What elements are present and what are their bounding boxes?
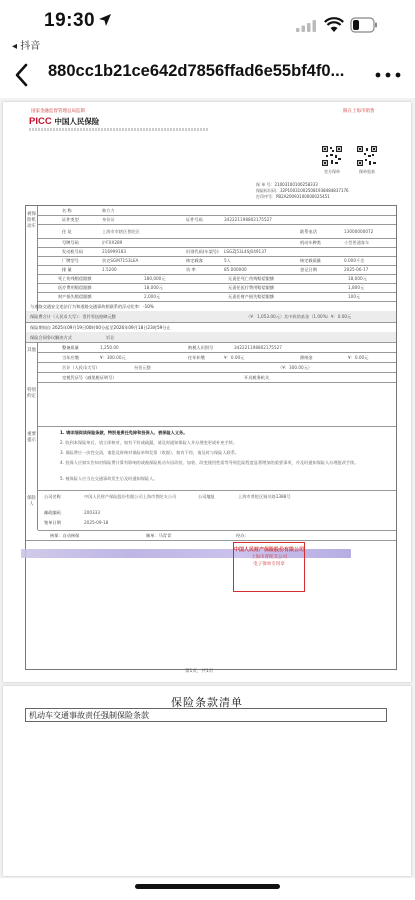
wifi-icon (324, 17, 344, 33)
clause-item[interactable]: 机动车交通事故责任强制保险条款 (29, 711, 149, 720)
home-indicator[interactable] (135, 884, 280, 889)
more-options-icon[interactable] (368, 55, 408, 95)
qr-code-official[interactable] (322, 146, 342, 168)
back-chevron-icon[interactable] (8, 55, 38, 95)
limit-row: 财产损失赔偿限额 2,000元 无责任财产损失赔偿限额 100元 (38, 292, 396, 302)
nav-bar (0, 55, 415, 95)
insurer-area: 公司名称 中国人民财产保险股份有限公司上海市普陀支公司 公司地址 上海市普陀区铜川路1388号 邮政编码 200333 签单日期 2025-09-18 (38, 490, 396, 531)
tax-row: 合计（人民币大写） 叁佰元整 （¥：300.00元） (38, 362, 396, 373)
notices-area (38, 426, 396, 491)
file-title: 880cc1b21ce642d7856ffad6e55bf4f0... (48, 62, 345, 80)
form-row: 住 址 上海市市辖区普陀区 联系电话 13000000072 (38, 224, 396, 239)
back-to-app-link[interactable]: ◂ 抖音 (12, 41, 41, 52)
form-row: 号牌号码 沪FXX289 机动车种类 小型普通客车 (38, 238, 396, 248)
qr-label-verify: 保单验真 (359, 169, 375, 174)
notice-line: 2. 收到本保险单后，请立即核对，如有不符或疏漏，请及时通知保险人并办理变更或补充手续。 (60, 440, 238, 445)
picc-logo (29, 116, 99, 127)
tax-row: 完税凭证号（减免税证明号） 开具税务机关 (38, 372, 396, 383)
premium-row: 保险费合计（人民币大写）：壹仟零伍拾肆元整 （¥：1,053.00元）其中救助基金（1.00%）¥：0.00元 (26, 311, 396, 323)
form-row: 发动机号码 216999183 识别代码(车架号) LSGZJ53L4SJ049137 (38, 247, 396, 257)
limit-row: 死亡伤残赔偿限额 180,000元 无责任死亡伤残赔偿限额 18,000元 (38, 274, 396, 284)
handlers-row: 核保：自动核保 制单：马青青 经办： (26, 530, 396, 541)
notice-line: 4. 投保人应如实告知对保险费计算有影响的或被保险机动车因改装、加装、改变使用性质等导致危险程度显著增加的重要事项，并及时通知保险人办理批改手续。 (60, 460, 359, 465)
policy-form-table (25, 205, 397, 670)
notice-line: 5. 被保险人应当在交通事故发生后及时通知保险人。 (60, 476, 158, 481)
cellular-signal-icon (296, 20, 316, 32)
policy-number: 保 单 号：21003100100258333 (256, 182, 318, 187)
document-viewer[interactable] (0, 98, 415, 878)
clause-list-box (25, 708, 387, 722)
form-row: 证件类型 身份证 证件号码 342221198802175527 (38, 215, 396, 225)
logo-cn: 中国人民保险 (54, 117, 100, 126)
page-number: 第1页，共1页 (185, 669, 214, 674)
qr-code-verify[interactable] (357, 146, 377, 168)
period-row: 保险期间自 2025年09月19日00时00分起至2026年09月18日23时59分止 (26, 322, 396, 333)
section-label-insurer: 保险人 (26, 490, 38, 530)
print-serial: 打印序号：PB2A20093100000025451 (256, 194, 330, 199)
tax-row: 当年应缴 ¥：300.00元 往年补缴 ¥：0.00元 滞纳金 ¥：0.00元 (38, 352, 396, 363)
header-left-text: 国家金融监督管理总局监制 (31, 109, 85, 114)
status-bar (0, 0, 415, 52)
status-time: 19:30 (44, 10, 96, 31)
clause-list-page (3, 686, 411, 876)
policy-page (3, 102, 411, 682)
insurance-id-code: 保险标识码：32P100310025081938484837176 (256, 188, 349, 193)
logo-brand: PICC (29, 116, 52, 127)
header-right-text: 限在上海市销售 (343, 109, 375, 114)
section-label-notices: 重要提示 (26, 426, 38, 490)
limit-row: 医疗费用赔偿限额 18,000元 无责任医疗费用赔偿限额 1,800元 (38, 283, 396, 293)
special-terms-area (38, 382, 396, 427)
form-row: 厂牌型号 别克SGM7153LEA 核定载客 5人 核定载质量 0.000千克 (38, 256, 396, 266)
road-liability-row: 与道路交通安全违法行为和道路交通事故相联系的浮动比率：-10% (26, 301, 396, 312)
notice-line: 1. 请详细阅读保险条款，特别是责任免除和投保人、被保险人义务。 (60, 430, 188, 435)
form-row: 名 称 韩方力 (38, 206, 396, 216)
clause-list-title: 保险条款清单 (171, 696, 243, 709)
location-arrow-icon (98, 13, 112, 27)
section-label-insured-vehicle: 被保险机动车 (26, 206, 38, 311)
company-seal-stamp: 中国人民财产保险股份有限公司 上海市普陀支公司 电子保单专用章 (233, 542, 305, 592)
tax-row: 整备质量 1,250.00 纳税人识别号 342221198802175527 (38, 342, 396, 353)
notice-line: 3. 保险费应一次性交清，请您及时核对保险单和发票（收据），如有不符，请及时与保险人联系。 (60, 450, 240, 455)
battery-icon (350, 17, 378, 33)
bottom-bar (0, 878, 415, 900)
qr-label-official: 官方保单 (324, 169, 340, 174)
form-row: 排 量 1.5200 功 率 85.000000 登记日期 2025-06-17 (38, 265, 396, 275)
section-label-special-terms: 特别约定 (26, 382, 38, 426)
fine-print-header (29, 128, 209, 131)
dispute-row: 保险合同争议解决方式 诉讼 (26, 332, 396, 343)
section-label-vehicle-tax: 其他 (26, 342, 38, 382)
